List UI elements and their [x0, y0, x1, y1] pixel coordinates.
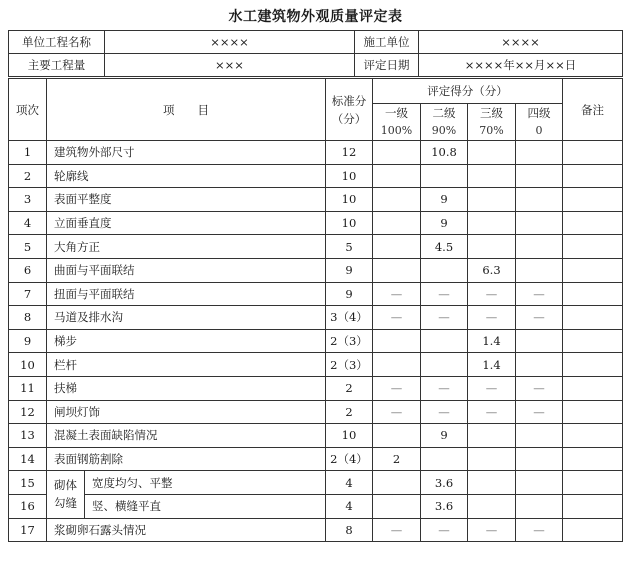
- row-grade3-score: [468, 188, 516, 212]
- row-grade4-score: [516, 235, 563, 259]
- row-std-score: 8: [326, 518, 373, 542]
- grade1-pct: 100%: [380, 124, 413, 137]
- row-grade2-score: 9: [421, 211, 468, 235]
- grade4-pct: 0: [535, 124, 543, 137]
- col-header-grade1: [373, 104, 421, 141]
- header-info-table: [8, 30, 623, 77]
- row-grade1-score: [373, 494, 421, 518]
- table-row: [9, 400, 623, 424]
- table-row: [9, 424, 623, 448]
- row-no: 10: [9, 353, 47, 377]
- row-item: 立面垂直度: [47, 211, 326, 235]
- construction-unit-label: 施工单位: [355, 31, 419, 54]
- row-grade2-score: [421, 329, 468, 353]
- merged-label-line1: 砌体: [54, 478, 77, 493]
- grade1-label: 一级: [385, 106, 408, 120]
- row-no: 15: [9, 471, 47, 495]
- row-item: 闸坝灯饰: [47, 400, 326, 424]
- unit-project-label: 单位工程名称: [9, 31, 105, 54]
- row-std-score: 10: [326, 164, 373, 188]
- grade2-label: 二级: [432, 106, 456, 120]
- row-grade4-score: —: [516, 518, 563, 542]
- row-grade1-score: [373, 141, 421, 165]
- row-grade1-score: —: [373, 306, 421, 330]
- row-grade4-score: [516, 353, 563, 377]
- row-item: 轮廓线: [47, 164, 326, 188]
- row-item: 扭面与平面联结: [47, 282, 326, 306]
- table-row: [9, 518, 623, 542]
- unit-project-value: ××××: [105, 31, 355, 54]
- row-remark: [563, 306, 623, 330]
- row-std-score: 5: [326, 235, 373, 259]
- row-remark: [563, 235, 623, 259]
- col-header-score-group: 评定得分（分）: [373, 79, 563, 104]
- row-grade4-score: [516, 329, 563, 353]
- row-no: 5: [9, 235, 47, 259]
- row-grade4-score: —: [516, 282, 563, 306]
- row-grade4-score: [516, 424, 563, 448]
- row-remark: [563, 376, 623, 400]
- table-row: [9, 494, 623, 518]
- row-grade2-score: 3.6: [421, 494, 468, 518]
- table-row: [9, 353, 623, 377]
- col-header-no: 项次: [9, 79, 47, 141]
- col-header-std-score: [326, 79, 373, 141]
- row-grade3-score: —: [468, 518, 516, 542]
- table-row: [9, 164, 623, 188]
- row-grade3-score: [468, 211, 516, 235]
- row-std-score: 12: [326, 141, 373, 165]
- row-no: 14: [9, 447, 47, 471]
- row-no: 1: [9, 141, 47, 165]
- row-grade2-score: 3.6: [421, 471, 468, 495]
- row-remark: [563, 211, 623, 235]
- row-grade3-score: [468, 471, 516, 495]
- row-remark: [563, 164, 623, 188]
- row-grade2-score: [421, 164, 468, 188]
- row-remark: [563, 424, 623, 448]
- row-grade4-score: [516, 164, 563, 188]
- row-grade3-score: [468, 447, 516, 471]
- row-std-score: 9: [326, 282, 373, 306]
- row-grade1-score: [373, 188, 421, 212]
- row-item: 大角方正: [47, 235, 326, 259]
- row-grade2-score: 9: [421, 424, 468, 448]
- row-no: 2: [9, 164, 47, 188]
- grade3-pct: 70%: [479, 124, 504, 137]
- row-grade2-score: [421, 353, 468, 377]
- table-row: [9, 471, 623, 495]
- row-grade3-score: [468, 494, 516, 518]
- row-grade2-score: 10.8: [421, 141, 468, 165]
- row-grade1-score: [373, 353, 421, 377]
- row-remark: [563, 258, 623, 282]
- row-no: 11: [9, 376, 47, 400]
- row-std-score: 2: [326, 376, 373, 400]
- eval-date-label: 评定日期: [355, 54, 419, 77]
- grade3-label: 三级: [480, 106, 503, 120]
- row-remark: [563, 329, 623, 353]
- row-grade1-score: —: [373, 400, 421, 424]
- row-grade1-score: [373, 235, 421, 259]
- row-std-score: 9: [326, 258, 373, 282]
- row-item: 扶梯: [47, 376, 326, 400]
- construction-unit-value: ××××: [419, 31, 623, 54]
- quality-evaluation-table: [8, 78, 623, 542]
- row-item: 建筑物外部尺寸: [47, 141, 326, 165]
- row-grade1-score: [373, 471, 421, 495]
- row-grade3-score: —: [468, 282, 516, 306]
- row-item: 竖、横缝平直: [85, 494, 326, 518]
- row-grade1-score: [373, 164, 421, 188]
- std-score-line1: 标准分: [331, 93, 367, 108]
- row-no: 7: [9, 282, 47, 306]
- grade4-label: 四级: [527, 106, 551, 120]
- row-grade4-score: [516, 141, 563, 165]
- row-std-score: 10: [326, 188, 373, 212]
- row-grade4-score: [516, 188, 563, 212]
- row-item: 浆砌卵石露头情况: [47, 518, 326, 542]
- row-item: 梯步: [47, 329, 326, 353]
- grade2-pct: 90%: [431, 124, 457, 137]
- row-std-score: 10: [326, 211, 373, 235]
- row-grade2-score: 4.5: [421, 235, 468, 259]
- row-no: 12: [9, 400, 47, 424]
- row-no: 17: [9, 518, 47, 542]
- row-remark: [563, 400, 623, 424]
- row-no: 13: [9, 424, 47, 448]
- row-grade2-score: 9: [421, 188, 468, 212]
- col-header-grade4: [516, 104, 563, 141]
- merged-category-cell: [47, 471, 85, 518]
- row-grade3-score: —: [468, 400, 516, 424]
- row-std-score: 2: [326, 400, 373, 424]
- table-row: [9, 141, 623, 165]
- table-row: [9, 211, 623, 235]
- row-grade3-score: —: [468, 306, 516, 330]
- table-row: [9, 306, 623, 330]
- row-grade4-score: —: [516, 400, 563, 424]
- row-item: 宽度均匀、平整: [85, 471, 326, 495]
- row-grade3-score: 1.4: [468, 353, 516, 377]
- row-no: 8: [9, 306, 47, 330]
- row-item: 表面钢筋割除: [47, 447, 326, 471]
- main-quantity-value: ×××: [105, 54, 355, 77]
- row-remark: [563, 353, 623, 377]
- row-grade2-score: —: [421, 400, 468, 424]
- row-item: 马道及排水沟: [47, 306, 326, 330]
- row-std-score: 2（3）: [326, 329, 373, 353]
- row-grade3-score: [468, 235, 516, 259]
- row-grade4-score: [516, 471, 563, 495]
- table-row: [9, 258, 623, 282]
- row-grade4-score: [516, 211, 563, 235]
- row-grade2-score: [421, 258, 468, 282]
- row-grade1-score: [373, 258, 421, 282]
- row-grade1-score: —: [373, 376, 421, 400]
- row-grade4-score: —: [516, 306, 563, 330]
- row-remark: [563, 282, 623, 306]
- table-row: [9, 447, 623, 471]
- page-title: 水工建筑物外观质量评定表: [228, 9, 403, 25]
- col-header-grade3: [468, 104, 516, 141]
- row-no: 4: [9, 211, 47, 235]
- row-grade3-score: [468, 164, 516, 188]
- row-grade3-score: —: [468, 376, 516, 400]
- row-remark: [563, 447, 623, 471]
- row-grade2-score: —: [421, 376, 468, 400]
- row-no: 3: [9, 188, 47, 212]
- row-grade4-score: [516, 494, 563, 518]
- row-std-score: 2（4）: [326, 447, 373, 471]
- row-std-score: 4: [326, 471, 373, 495]
- std-score-line2: （分）: [331, 111, 367, 126]
- row-grade3-score: [468, 424, 516, 448]
- row-remark: [563, 471, 623, 495]
- row-std-score: 10: [326, 424, 373, 448]
- row-item: 表面平整度: [47, 188, 326, 212]
- row-grade1-score: 2: [373, 447, 421, 471]
- row-item: 栏杆: [47, 353, 326, 377]
- row-item: 曲面与平面联结: [47, 258, 326, 282]
- row-remark: [563, 518, 623, 542]
- main-quantity-label: 主要工程量: [9, 54, 105, 77]
- row-grade3-score: 6.3: [468, 258, 516, 282]
- row-grade4-score: [516, 258, 563, 282]
- row-grade2-score: —: [421, 518, 468, 542]
- table-row: [9, 282, 623, 306]
- row-grade1-score: [373, 329, 421, 353]
- col-header-remark: 备注: [563, 79, 623, 141]
- row-remark: [563, 494, 623, 518]
- row-std-score: 3（4）: [326, 306, 373, 330]
- table-row: [9, 376, 623, 400]
- row-grade1-score: —: [373, 518, 421, 542]
- merged-label-line2: 勾缝: [54, 496, 77, 511]
- col-header-grade2: [421, 104, 468, 141]
- col-header-item: 项 目: [47, 79, 326, 141]
- row-grade2-score: —: [421, 282, 468, 306]
- row-grade4-score: [516, 447, 563, 471]
- row-grade1-score: [373, 211, 421, 235]
- row-remark: [563, 188, 623, 212]
- row-grade2-score: —: [421, 306, 468, 330]
- row-grade3-score: 1.4: [468, 329, 516, 353]
- table-row: [9, 235, 623, 259]
- row-remark: [563, 141, 623, 165]
- table-row: [9, 188, 623, 212]
- row-grade2-score: [421, 447, 468, 471]
- row-item: 混凝土表面缺陷情况: [47, 424, 326, 448]
- row-std-score: 2（3）: [326, 353, 373, 377]
- row-grade1-score: [373, 424, 421, 448]
- row-grade1-score: —: [373, 282, 421, 306]
- eval-date-value: ××××年××月××日: [419, 54, 623, 77]
- row-no: 9: [9, 329, 47, 353]
- row-no: 16: [9, 494, 47, 518]
- table-row: [9, 329, 623, 353]
- row-no: 6: [9, 258, 47, 282]
- row-grade4-score: —: [516, 376, 563, 400]
- row-grade3-score: [468, 141, 516, 165]
- row-std-score: 4: [326, 494, 373, 518]
